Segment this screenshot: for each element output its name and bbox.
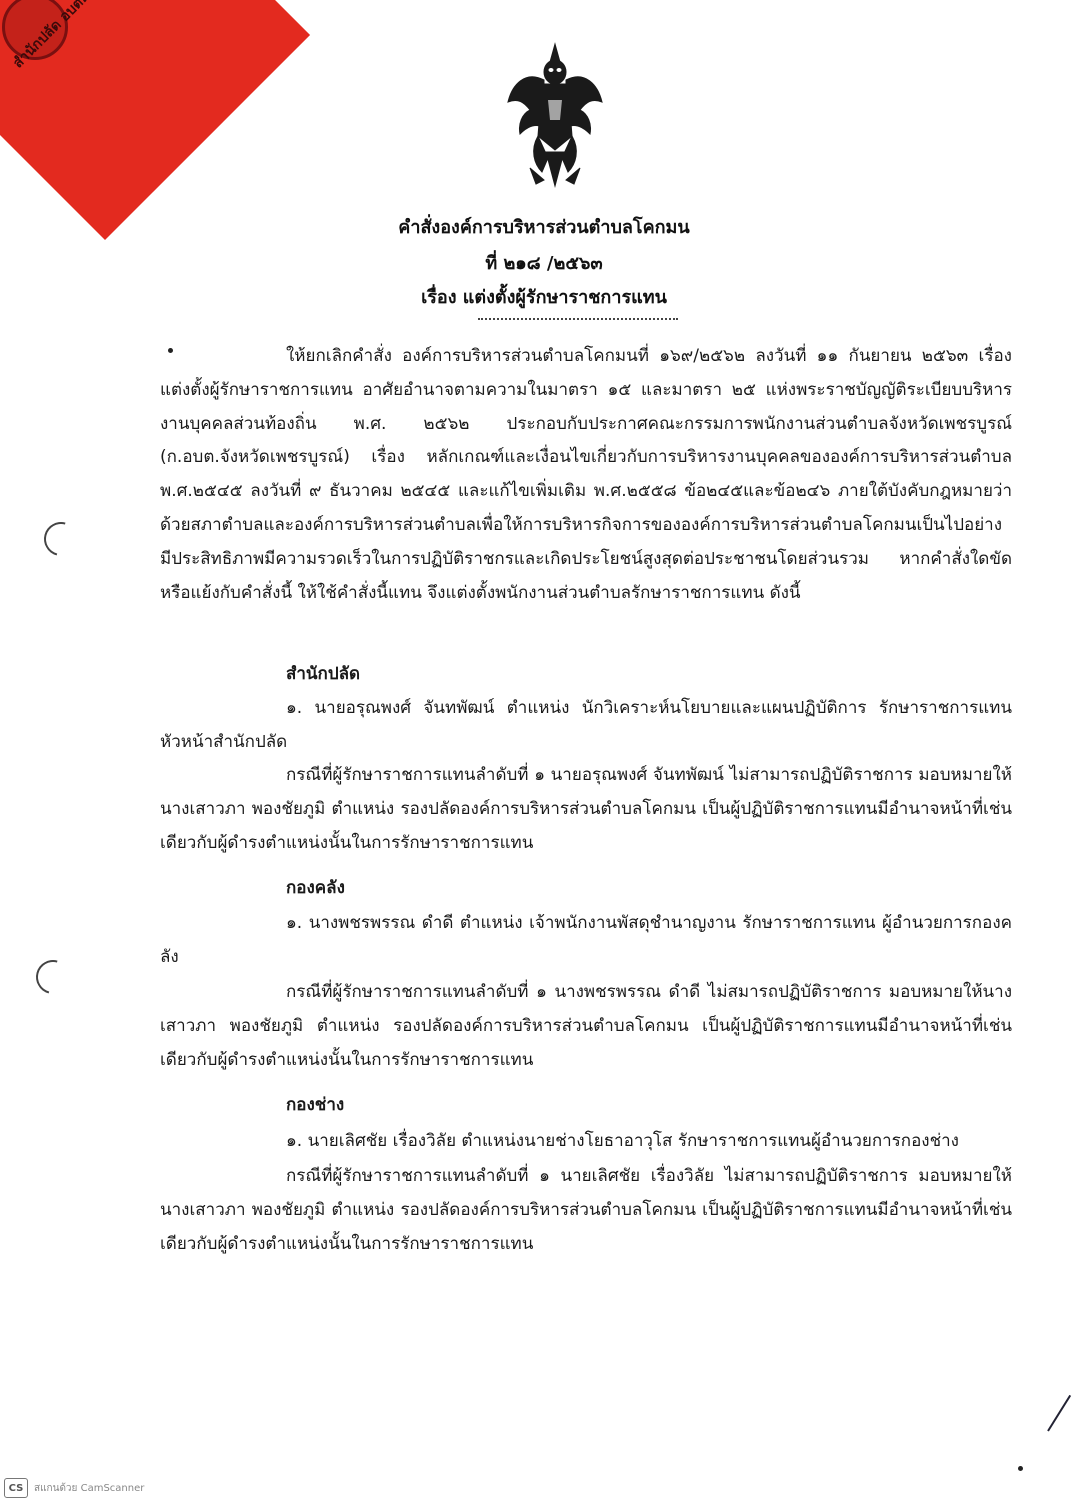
section-title: สำนักปลัด	[286, 664, 361, 684]
ink-dot	[168, 348, 173, 353]
order-subject: เรื่อง แต่งตั้งผู้รักษาราชการแทน	[421, 287, 667, 308]
scanner-footer	[4, 1478, 144, 1498]
section-item: ๑. นายเลิศชัย เรื่องวิลัย ตำแหน่งนายช่างโยธาอาวุโส รักษาราชการแทนผู้อำนวยการกองช่าง	[286, 1131, 959, 1151]
stamp-text: สำนักปลัด	[10, 16, 65, 72]
section-item: ๑. นางพชรพรรณ ดำดี ตำแหน่ง เจ้าพนักงานพัสดุชำนาญงาน รักษาราชการแทน ผู้อำนวยการกองคลัง	[160, 913, 1012, 967]
garuda-emblem-icon	[500, 40, 610, 190]
intro-paragraph: ให้ยกเลิกคำสั่ง องค์การบริหารส่วนตำบลโคกมนที่ ๑๖๙/๒๕๖๒ ลงวันที่ ๑๑ กันยายน ๒๕๖๓ เรื่อง แต่งตั้งผู้รักษาราชการแทน อาศัยอำนาจตามความในมาตรา ๑๕ และมาตรา ๒๕ แห่งพระราชบัญญัติระเบียบบริหารงานบุคคลส่วนท้องถิ่น พ.ศ. ๒๕๖๒ ประกอบกับประกาศคณะกรรมการพนักงานส่วนตำบลจังหวัดเพชรบูรณ์ (ก.อบต.จังหวัดเพชรบูรณ์) เรื่อง หลักเกณฑ์และเงื่อนไขเกี่ยวกับการบริหารงานบุคคลขององค์การบริหารส่วนตำบล พ.ศ.๒๕๔๕ ลงวันที่ ๙ ธันวาคม ๒๕๔๕ และแก้ไขเพิ่มเติม พ.ศ.๒๕๕๘ ข้อ๒๔๕และข้อ๒๔๖ ภายใต้บังคับกฎหมายว่าด้วยสภาตำบลและองค์การบริหารส่วนตำบลเพื่อให้การบริหารกิจการขององค์การบริหารส่วนตำบลโคกมนเป็นไปอย่างมีประสิทธิภาพมีความรวดเร็วในการปฏิบัติราชกรและเกิดประโยชน์สูงสุดต่อประชาชนโดยส่วนรวม หากคำสั่งใดขัดหรือแย้งกับคำสั่งนี้ ให้ใช้คำสั่งนี้แทน จึงแต่งตั้งพนักงานส่วนตำบลรักษาราชการแทน ดังนี้	[160, 346, 1012, 603]
punch-hole-mark	[30, 954, 76, 1000]
document-title: คำสั่งองค์การบริหารส่วนตำบลโคกมน	[398, 217, 690, 238]
title-separator	[478, 318, 678, 320]
section-delegation: กรณีที่ผู้รักษาราชการแทนลำดับที่ ๑ นางพชรพรรณ ดำดี ไม่สมารถปฏิบัติราชการ มอบหมายให้นางเสาวภา พองชัยภูมิ ตำแหน่ง รองปลัดองค์การบริหารส่วนตำบลโคกมน เป็นผู้ปฏิบัติราชการแทนมีอำนาจหน้าที่เช่นเดียวกับผู้ดำรงตำแหน่งนั้นในการรักษาราชการแทน	[160, 982, 1012, 1070]
ink-dot	[1018, 1466, 1023, 1471]
section-delegation: กรณีที่ผู้รักษาราชการแทนลำดับที่ ๑ นายเลิศชัย เรื่องวิลัย ไม่สามารถปฏิบัติราชการ มอบหมายให้นางเสาวภา พองชัยภูมิ ตำแหน่ง รองปลัดองค์การบริหารส่วนตำบลโคกมน เป็นผู้ปฏิบัติราชการแทนมีอำนาจหน้าที่เช่นเดียวกับผู้ดำรงตำแหน่งนั้นในการรักษาราชการแทน	[160, 1166, 1012, 1254]
section-title: กองช่าง	[286, 1095, 345, 1115]
section-item: ๑. นายอรุณพงศ์ จันทพัฒน์ ตำแหน่ง นักวิเคราะห์นโยบายและแผนปฏิบัติการ รักษาราชการแทน หัวหน้าสำนักปลัด	[160, 698, 1012, 752]
scanner-caption: สแกนด้วย CamScanner	[34, 1482, 145, 1494]
section-delegation: กรณีที่ผู้รักษาราชการแทนลำดับที่ ๑ นายอรุณพงศ์ จันทพัฒน์ ไม่สามารถปฏิบัติราชการ มอบหมายให้นางเสาวภา พองชัยภูมิ ตำแหน่ง รองปลัดองค์การบริหารส่วนตำบลโคกมน เป็นผู้ปฏิบัติราชการแทนมีอำนาจหน้าที่เช่นเดียวกับผู้ดำรงตำแหน่งนั้นในการรักษาราชการแทน	[160, 765, 1012, 853]
punch-hole-mark	[38, 516, 84, 562]
camscanner-logo-icon: CS	[4, 1478, 28, 1498]
order-number: ที่ ๒๑๘ /๒๕๖๓	[485, 253, 603, 274]
pen-stroke	[1047, 1395, 1071, 1432]
section-title: กองคลัง	[286, 878, 345, 898]
